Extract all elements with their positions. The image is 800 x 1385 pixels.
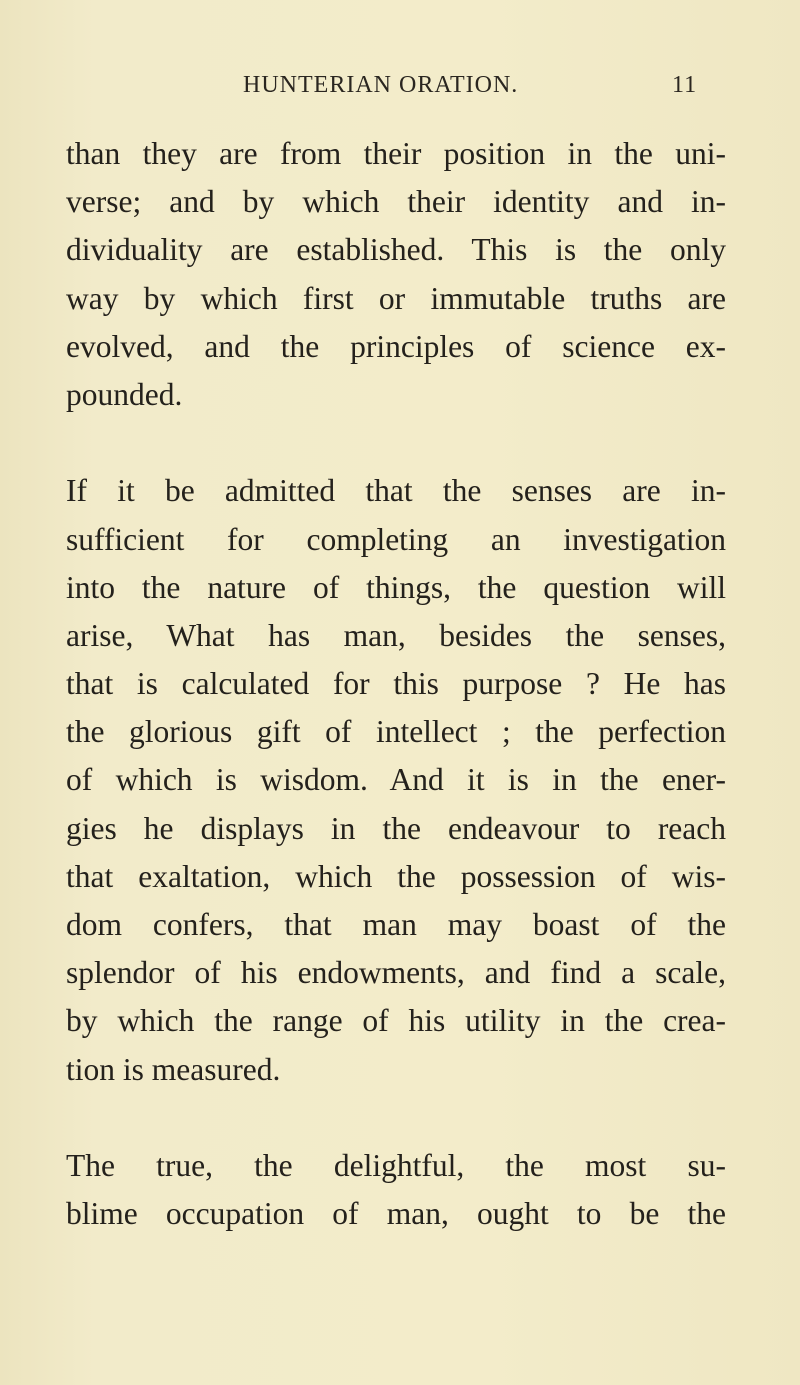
paragraph-1 bbox=[66, 130, 726, 419]
text-line: into the nature of things, the question will bbox=[66, 569, 726, 605]
page-header bbox=[0, 72, 800, 106]
text-line: that exaltation, which the possession of wis- bbox=[66, 858, 726, 894]
text-line: The true, the delightful, the most su- bbox=[66, 1147, 726, 1183]
paragraph-3 bbox=[66, 1142, 726, 1238]
paragraph-gap bbox=[66, 419, 726, 467]
text-line: splendor of his endowments, and find a scale, bbox=[66, 955, 726, 991]
paragraph-gap bbox=[66, 1094, 726, 1142]
text-line: blime occupation of man, ought to be the bbox=[66, 1196, 726, 1232]
text-line: the glorious gift of intellect ; the perfection bbox=[66, 714, 726, 750]
paragraph-2 bbox=[66, 467, 726, 1093]
text-line: gies he displays in the endeavour to reach bbox=[66, 810, 726, 846]
text-line: If it be admitted that the senses are in- bbox=[66, 473, 726, 509]
text-line: way by which first or immutable truths are bbox=[66, 280, 726, 316]
text-line: that is calculated for this purpose ? He has bbox=[66, 666, 726, 702]
text-line: by which the range of his utility in the crea- bbox=[66, 1003, 726, 1039]
text-line: verse; and by which their identity and in- bbox=[66, 184, 726, 220]
body-text bbox=[66, 130, 726, 1238]
text-line: arise, What has man, besides the senses, bbox=[66, 617, 726, 653]
text-line: evolved, and the principles of science ex- bbox=[66, 328, 726, 364]
running-head: HUNTERIAN ORATION. bbox=[243, 72, 519, 98]
text-line: dividuality are established. This is the only bbox=[66, 232, 726, 268]
text-line: pounded. bbox=[66, 376, 183, 412]
text-line: tion is measured. bbox=[66, 1051, 281, 1087]
text-line: of which is wisdom. And it is in the ener- bbox=[66, 762, 726, 798]
text-line: sufficient for completing an investigation bbox=[66, 521, 726, 557]
text-line: dom confers, that man may boast of the bbox=[66, 907, 726, 942]
text-line: than they are from their position in the uni- bbox=[66, 136, 726, 171]
page-number: 11 bbox=[672, 72, 698, 98]
